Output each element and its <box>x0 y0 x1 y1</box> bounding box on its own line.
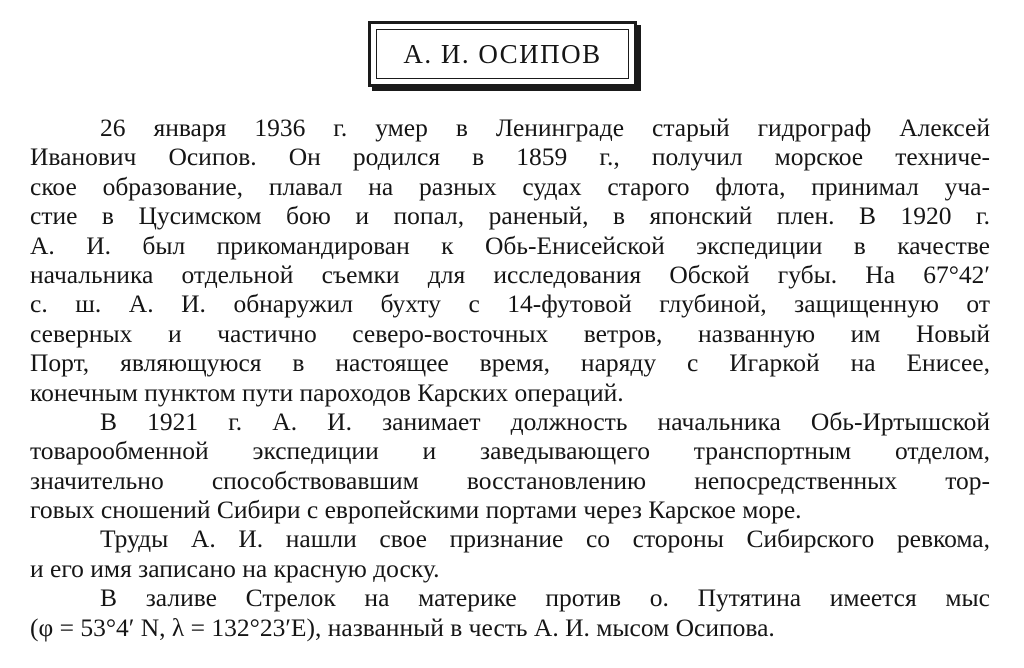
text-line: стие в Цусимском бою и попал, раненый, в японский плен. В 1920 г. <box>30 201 990 231</box>
text-line: 26 января 1936 г. умер в Ленинграде старый гидрограф Алексей <box>100 113 990 142</box>
title-inner-frame <box>376 29 629 79</box>
text-line: товарообменной экспедиции и заведывающего транспортным отделом, <box>30 436 990 466</box>
text-line: В 1921 г. А. И. занимает должность начальника Обь-Иртышской <box>100 406 990 436</box>
text-line: (φ = 53°4′ N, λ = 132°23′E), названный в честь А. И. мысом Осипова. <box>30 612 775 642</box>
text-line: Труды А. И. нашли свое признание со стороны Сибирского ревкома, <box>100 524 990 554</box>
text-line: Порт, являющуюся в настоящее время, наряду с Игаркой на Енисее, <box>30 348 990 378</box>
page-title: А. И. ОСИПОВ <box>403 38 602 69</box>
text-line: значительно способствовавшим восстановлению непосредственных тор- <box>30 465 990 495</box>
text-line: северных и частично северо-восточных ветров, названную им Новый <box>30 318 990 348</box>
text-line: Иванович Осипов. Он родился в 1859 г., получил морское техниче- <box>30 142 990 172</box>
obituary-text <box>30 113 990 642</box>
text-line: говых сношений Сибири с европейскими портами через Карское море. <box>30 495 802 525</box>
text-line: А. И. был прикомандирован к Обь-Енисейской экспедиции в качестве <box>30 230 990 260</box>
text-line: начальника отдельной съемки для исследования Обской губы. На 67°42′ <box>30 259 990 289</box>
text-line: конечным пунктом пути пароходов Карских операций. <box>30 377 624 407</box>
text-line: с. ш. А. И. обнаружил бухту с 14-футовой глубиной, защищенную от <box>30 289 990 319</box>
text-line: и его имя записано на красную доску. <box>30 553 440 583</box>
text-line: ское образование, плавал на разных судах старого флота, принимал уча- <box>30 171 990 201</box>
title-frame <box>368 21 637 87</box>
text-line: В заливе Стрелок на материке против о. Путятина имеется мыс <box>100 583 990 613</box>
